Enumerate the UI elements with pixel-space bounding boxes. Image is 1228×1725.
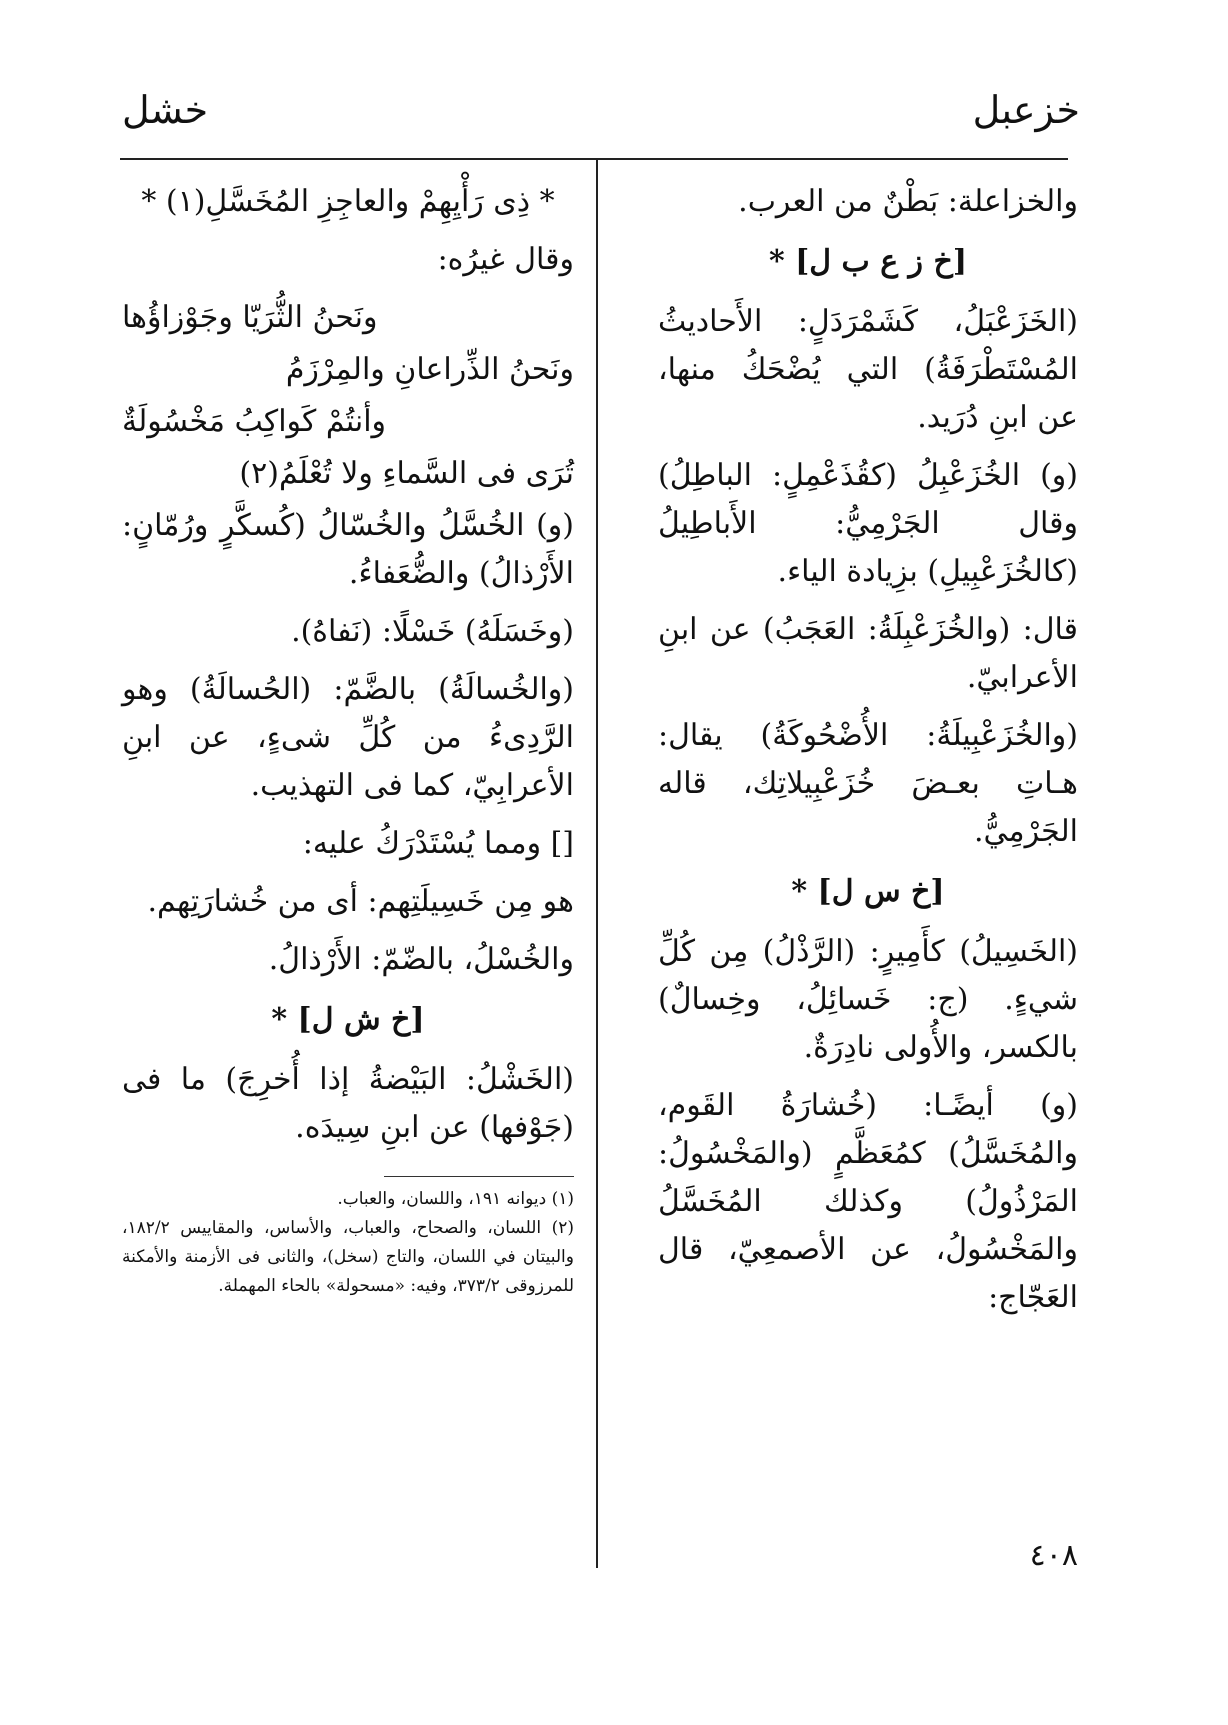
verse-line: * ذِى رَأْيِهِمْ والعاجِزِ المُخَسَّلِ(١) * (141, 184, 555, 219)
paragraph: وقال غيرُه: (437, 242, 574, 277)
column-divider (596, 158, 598, 1568)
paragraph: (و) أيضًـا: (خُشارَةُ القَوم، والمُخَسَّلُ) كمُعَظَّمٍ (والمَخْسُولُ: المَرْذُولُ) وكذلك المُخَسَّلُ والمَخْسُولُ، عن الأصمعِيّ، قال العَجّاج: (658, 1088, 1078, 1315)
paragraph: (الخَسِيلُ) كأَمِيرٍ: (الرَّذْلُ) مِن كُلِّ شيءٍ. (ج: خَسائِلُ، وخِسالٌ) بالكسر، والأُولى نادِرَةٌ. (658, 934, 1078, 1065)
verse-line: وأنتُمْ كَواكِبُ مَخْسُولَةٌ (122, 404, 387, 439)
paragraph: قال: (والخُزَعْبِلَةُ: العَجَبُ) عن ابنِ الأعرابيّ. (658, 612, 1078, 695)
paragraph: (الخَشْلُ: البَيْضةُ إذا أُخرِجَ) ما فى (جَوْفها) عن ابنِ سِيدَه. (122, 1062, 574, 1145)
left-column (122, 178, 574, 1301)
footnote-rule (384, 1176, 574, 1177)
paragraph: والخزاعلة: بَطْنٌ من العرب. (738, 184, 1078, 219)
verse-line: تُرَى فى السَّماءِ ولا تُعْلَمُ(٢) (239, 456, 574, 491)
paragraph: (والخُزَعْبِيلَةُ: الأُضْحُوكَةُ) يقال: هـاتِ بعـضَ خُزَعْبِيلاتِك، قاله الجَرْمِيُّ. (658, 718, 1078, 849)
entry-heading: [خ ز ع ب ل] * (768, 244, 968, 279)
verse-line: ونَحنُ الذِّراعانِ والمِرْزَمُ (285, 352, 574, 387)
footnotes (122, 1185, 574, 1301)
right-column (658, 178, 1078, 1332)
paragraph: (وخَسَلَهُ) خَسْلًا: (نَفاهُ). (291, 614, 574, 649)
paragraph: والخُسْلُ، بالضّمّ: الأَرْذالُ. (268, 942, 574, 977)
paragraph: (والخُسالَةُ) بالضَّمّ: (الحُسالَةُ) وهو الرَّدِىءُ من كُلِّ شىءٍ، عن ابنِ الأعرابِيّ، كما فى التهذيب. (122, 672, 574, 803)
paragraph: هو مِن خَسِيلَتِهم: أى من خُشارَتِهم. (147, 884, 574, 919)
paragraph: [] ومما يُسْتَدْرَكُ عليه: (302, 826, 574, 861)
paragraph: (و) الخُسَّلُ والخُسّالُ (كُسكَّرٍ ورُمّانٍ: الأَرْذالُ) والضُّعَفاءُ. (122, 508, 574, 591)
header-entry-word-left: خشل (122, 88, 209, 132)
header-rule (120, 158, 1068, 160)
footnote: (١) ديوانه ١٩١، واللسان، والعباب. (337, 1189, 574, 1209)
verse-line: ونَحنُ الثُّرَيّا وجَوْزاؤُها (122, 300, 378, 335)
entry-heading: [خ س ل] * (791, 874, 945, 909)
header-entry-word-right: خزعبل (972, 88, 1080, 132)
footnote: (٢) اللسان، والصحاح، والعباب، والأساس، والمقاييس ١٨٢/٢، والبيتان في اللسان، والتاج (سخل)، والثانى فى الأزمنة والأمكنة للمرزوقى ٣٧٣/٢، وفيه: «مسحولة» بالحاء المهملة. (122, 1217, 574, 1296)
paragraph: (و) الخُزَعْبِلُ (كقُذَعْمِلٍ: الباطِلُ) وقال الجَرْمِيُّ: الأَباطِيلُ (كالخُزَعْبِيلِ) بزِيادة الياء. (658, 458, 1078, 589)
page-number: ٤٠٨ (1029, 1538, 1078, 1573)
entry-heading: [خ ش ل] * (271, 1002, 425, 1037)
paragraph: (الخَزَعْبَلُ، كَشَمْرَدَلٍ: الأَحاديثُ المُسْتَطْرَفَةُ) التي يُضْحَكُ منها، عن ابنِ دُرَيد. (658, 304, 1078, 435)
